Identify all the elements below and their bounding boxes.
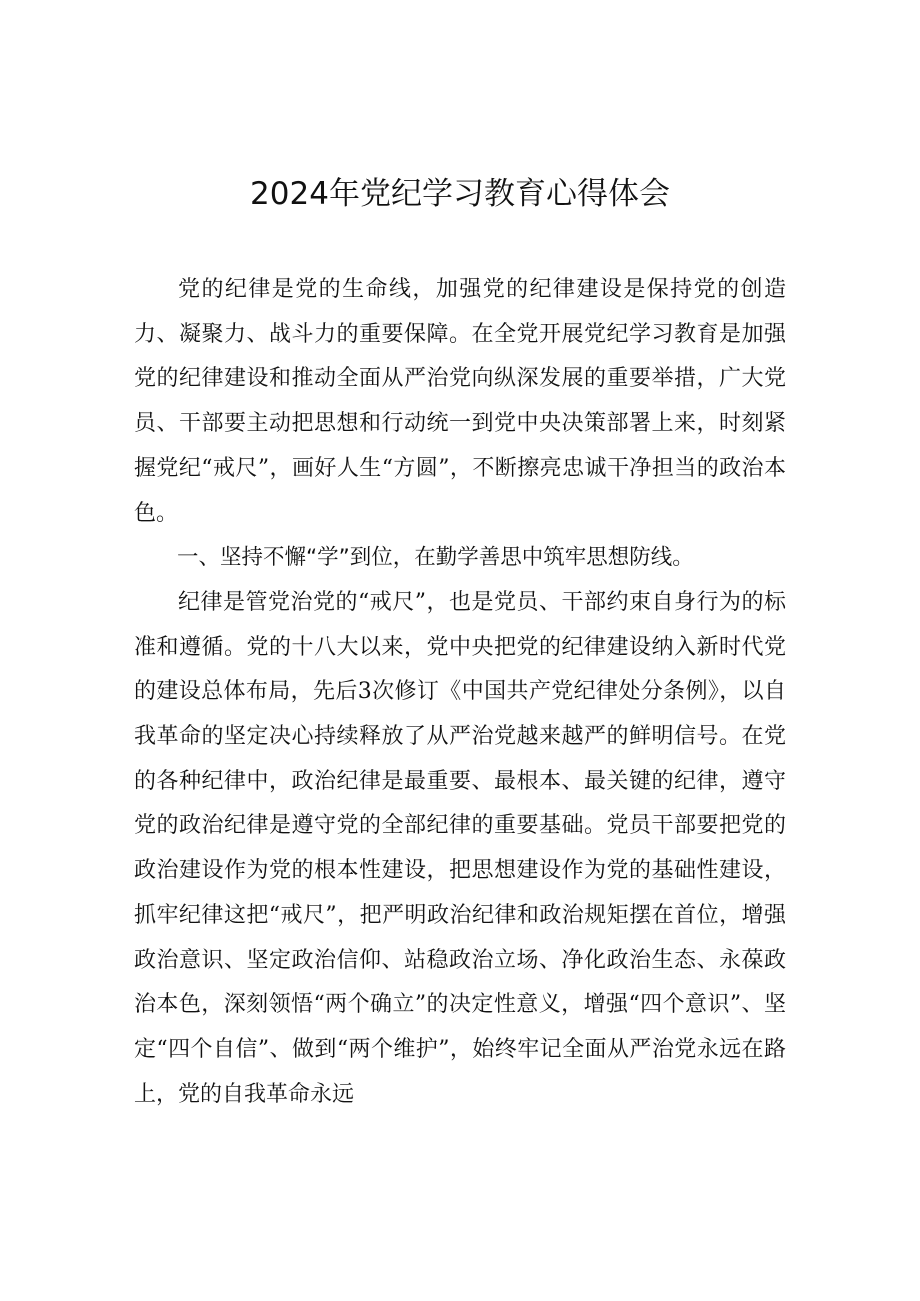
section-heading: 一、坚持不懈“学”到位，在勤学善思中筑牢思想防线。 — [177, 545, 694, 571]
document-title: 2024年党纪学习教育心得体会 — [250, 176, 670, 212]
intro-paragraph: 党的纪律是党的生命线，加强党的纪律建设是保持党的创造力、凝聚力、战斗力的重要保障。在全党开展党纪学习教育是加强党的纪律建设和推动全面从严治党向纵深发展的重要举措，广大党员、干部要主动把思想和行动统一到党中央决策部署上来，时刻紧握党纪“戒尺”，画好人生“方圆”，不断擦亮忠诚干净担当的政治本色。 — [134, 277, 786, 526]
document-body — [134, 268, 786, 1117]
body-paragraph: 纪律是管党治党的“戒尺”，也是党员、干部约束自身行为的标准和遵循。党的十八大以来，党中央把党的纪律建设纳入新时代党的建设总体布局，先后3次修订《中国共产党纪律处分条例》，以自我革命的坚定决心持续释放了从严治党越来越严的鲜明信号。在党的各种纪律中，政治纪律是最重要、最根本、最关键的纪律，遵守党的政治纪律是遵守党的全部纪律的重要基础。党员干部要把党的政治建设作为党的根本性建设，把思想建设作为党的基础性建设，抓牢纪律这把“戒尺”，把严明政治纪律和政治规矩摆在首位，增强政治意识、坚定政治信仰、站稳政治立场、净化政治生态、永葆政治本色，深刻领悟“两个确立”的决定性意义，增强“四个意识”、坚定“四个自信”、做到“两个维护”，始终牢记全面从严治党永远在路上，党的自我革命永远 — [134, 589, 786, 1107]
